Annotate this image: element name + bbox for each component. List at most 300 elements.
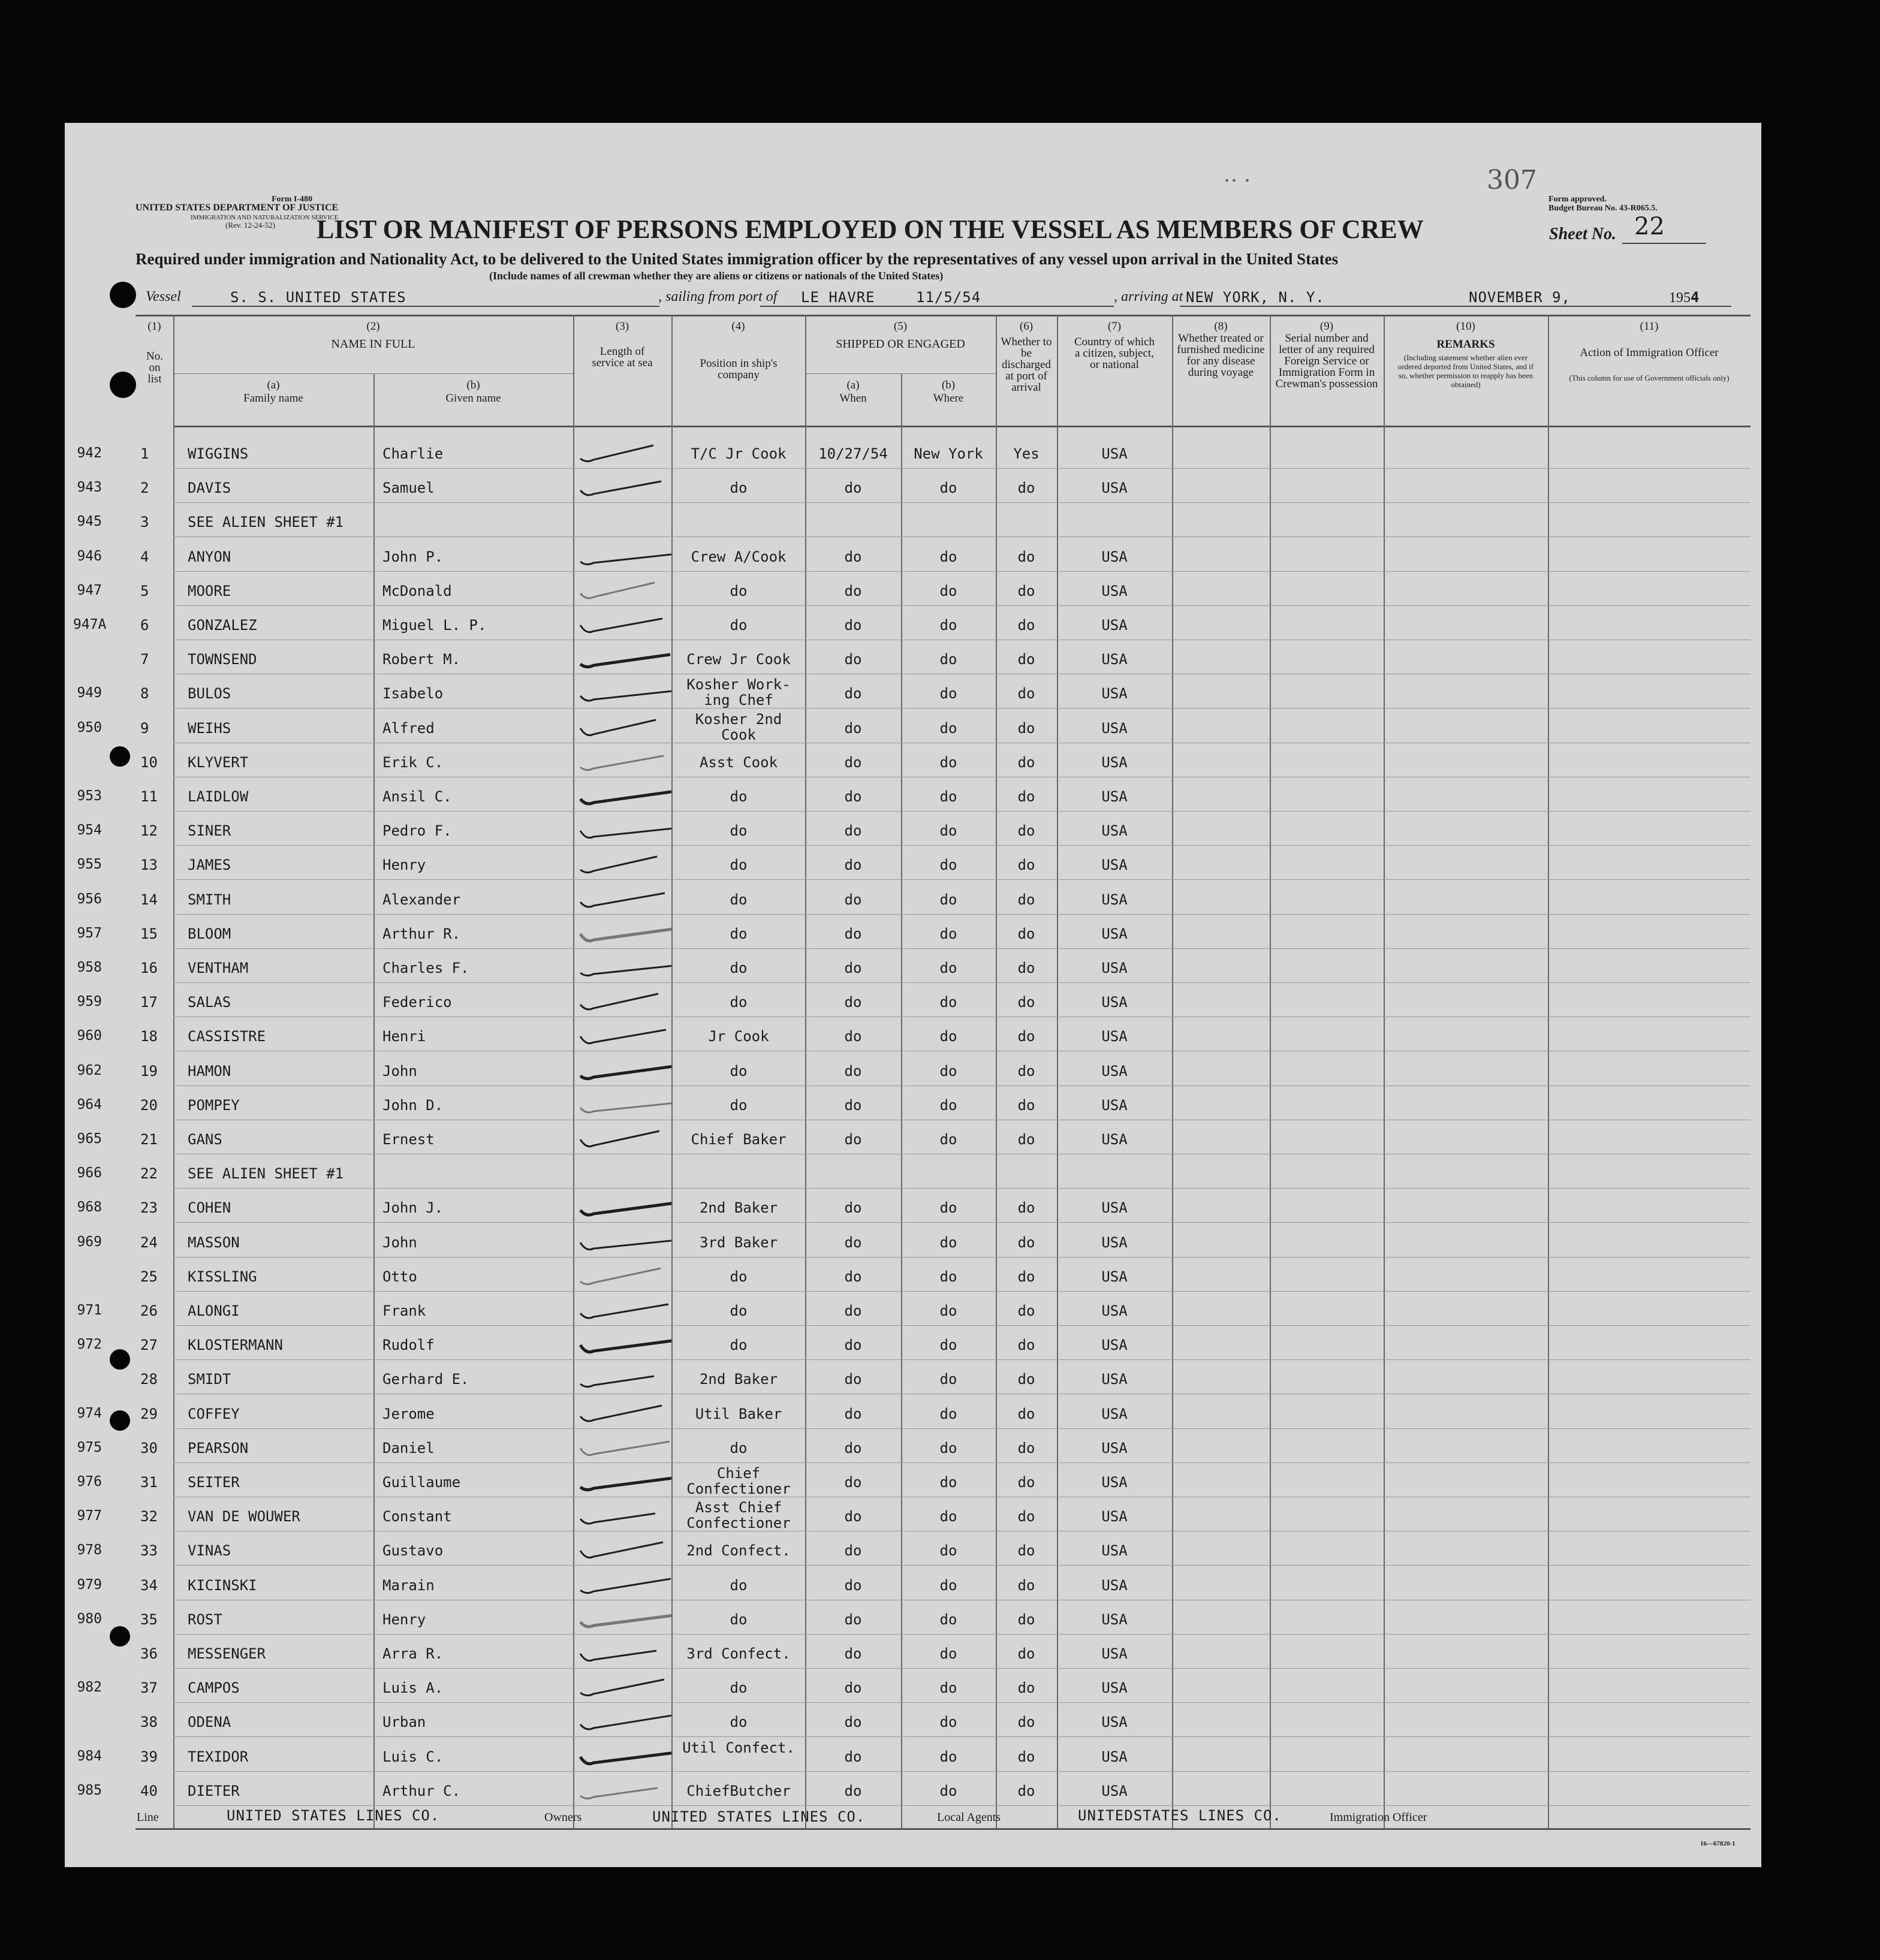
col5-number: (5) (893, 320, 908, 333)
punch-hole (110, 746, 130, 767)
table-row (65, 1223, 1761, 1258)
checkmark-icon (576, 1396, 671, 1426)
to-be-discharged: do (1017, 1405, 1035, 1422)
citizenship: USA (1101, 651, 1128, 668)
checkmark-icon (576, 1636, 671, 1666)
table-row (65, 469, 1761, 503)
citizenship: USA (1101, 1508, 1128, 1525)
row-number: 40 (140, 1782, 158, 1799)
col5b-letter: (b) (941, 379, 956, 391)
checkmark-icon (576, 1704, 671, 1734)
citizenship: USA (1101, 857, 1128, 874)
service: IMMIGRATION AND NATURALIZATION SERVICE (191, 214, 339, 221)
table-row (65, 1154, 1761, 1189)
row-number: 12 (140, 822, 158, 840)
citizenship: USA (1101, 1234, 1128, 1251)
row-number: 13 (140, 857, 158, 874)
checkmark-icon (576, 1739, 671, 1769)
position: Kosher Work-ing Chef (686, 676, 791, 709)
position: T/C Jr Cook (691, 445, 787, 462)
col7-header: Country of which a citizen, subject, or national (1074, 336, 1155, 371)
given-name: Luis C. (382, 1748, 444, 1765)
citizenship: USA (1101, 1337, 1128, 1354)
family-name: SALAS (188, 994, 231, 1011)
family-name: MASSON (188, 1234, 240, 1251)
col1-number: (1) (147, 320, 161, 333)
col2a-letter: (a) (267, 379, 280, 391)
position: do (730, 617, 748, 634)
family-name: CAMPOS (188, 1679, 240, 1697)
row-number: 17 (140, 994, 158, 1011)
position: do (730, 960, 748, 976)
table-row (65, 1669, 1761, 1703)
row-number: 7 (140, 651, 149, 668)
shipped-where: do (939, 1062, 957, 1079)
position: do (730, 994, 748, 1011)
shipped-where: do (939, 1302, 957, 1319)
given-name: McDonald (382, 582, 452, 599)
vessel-label: Vessel (146, 289, 181, 304)
checkmark-icon (576, 1327, 671, 1357)
given-name: Robert M. (382, 651, 461, 668)
row-number: 28 (140, 1371, 158, 1388)
row-number: 32 (140, 1508, 158, 1525)
ledger-number: 980 (77, 1611, 102, 1627)
family-name: KICINSKI (188, 1576, 257, 1594)
row-number: 14 (140, 891, 158, 908)
col2-number: (2) (366, 320, 380, 333)
shipped-when: do (844, 582, 862, 599)
family-name: VINAS (188, 1542, 231, 1560)
col2-header: NAME IN FULL (331, 337, 415, 351)
to-be-discharged: do (1017, 1542, 1035, 1560)
row-number: 29 (140, 1405, 158, 1422)
position: do (730, 788, 748, 805)
position: ChiefButcher (686, 1782, 791, 1799)
table-row (65, 743, 1761, 777)
checkmark-icon (576, 1464, 671, 1494)
shipped-when: do (844, 1337, 862, 1354)
to-be-discharged: do (1017, 1062, 1035, 1079)
position: do (730, 1611, 748, 1628)
table-row (65, 1189, 1761, 1223)
row-number: 39 (140, 1748, 158, 1765)
checkmark-icon (576, 1670, 671, 1700)
row-number: 1 (140, 445, 149, 462)
punch-hole (110, 1410, 130, 1431)
form-approved: Form approved. (1548, 195, 1607, 204)
citizenship: USA (1101, 1474, 1128, 1491)
to-be-discharged: do (1017, 1474, 1035, 1491)
checkmark-icon (576, 676, 671, 705)
table-row (65, 1086, 1761, 1120)
table-row (65, 983, 1761, 1017)
position: do (730, 1337, 748, 1354)
position: Chief Confectioner (686, 1465, 791, 1497)
given-name: Daniel (382, 1439, 435, 1457)
shipped-where: New York (914, 445, 983, 462)
given-name: Frank (382, 1302, 426, 1319)
position: do (730, 1679, 748, 1697)
shipped-when: do (844, 1611, 862, 1628)
given-name: Henri (382, 1028, 426, 1045)
col10-number: (10) (1456, 320, 1475, 333)
shipped-where: do (939, 582, 957, 599)
form-subtitle-note: (Include names of all crewman whether they are aliens or citizens or nationals of the United States) (489, 270, 944, 282)
citizenship: USA (1101, 1611, 1128, 1628)
family-name: VAN DE WOUWER (188, 1508, 300, 1525)
col10-note: (Including statement whether alien ever ordered deported from United States, and if so, whether permission to reapply has been obtained) (1397, 353, 1534, 389)
shipped-when: do (844, 685, 862, 702)
citizenship: USA (1101, 1028, 1128, 1045)
table-row (65, 1703, 1761, 1737)
citizenship: USA (1101, 891, 1128, 908)
col4-number: (4) (731, 320, 745, 333)
table-row (65, 1360, 1761, 1394)
citizenship: USA (1101, 1748, 1128, 1765)
family-name: BULOS (188, 685, 231, 702)
row-number: 27 (140, 1337, 158, 1354)
shipped-when: do (844, 960, 862, 976)
shipped-when: do (844, 1679, 862, 1697)
shipped-where: do (939, 1714, 957, 1731)
year-suffix: 4 (1691, 289, 1700, 306)
position: do (730, 1576, 748, 1594)
checkmark-icon (576, 539, 671, 569)
given-name: Marain (382, 1576, 435, 1594)
shipped-when: do (844, 1405, 862, 1422)
to-be-discharged: do (1017, 1337, 1035, 1354)
ledger-number: 966 (77, 1165, 102, 1181)
ledger-number: 965 (77, 1131, 102, 1147)
col2b-header: Given name (445, 392, 501, 405)
shipped-when: do (844, 1542, 862, 1560)
given-name: Miguel L. P. (382, 617, 487, 634)
given-name: Isabelo (382, 685, 444, 702)
row-number: 38 (140, 1714, 158, 1731)
ledger-number: 954 (77, 822, 102, 839)
shipped-where: do (939, 651, 957, 668)
shipped-where: do (939, 548, 957, 565)
given-name: John P. (382, 548, 444, 565)
shipped-when: do (844, 1371, 862, 1388)
citizenship: USA (1101, 994, 1128, 1011)
to-be-discharged: do (1017, 1748, 1035, 1765)
given-name: Constant (382, 1508, 452, 1525)
ledger-number: 945 (77, 514, 102, 530)
checkmark-icon (576, 1361, 671, 1391)
to-be-discharged: do (1017, 1131, 1035, 1148)
row-number: 26 (140, 1302, 158, 1319)
shipped-when: do (844, 1576, 862, 1594)
family-name: POMPEY (188, 1096, 240, 1114)
table-row (65, 435, 1761, 469)
checkmark-icon (576, 1190, 671, 1220)
arriving-label: , arriving at (1114, 289, 1183, 304)
family-name: TEXIDOR (188, 1748, 249, 1765)
family-name: GANS (188, 1131, 222, 1148)
family-name: PEARSON (188, 1439, 249, 1457)
table-row (65, 1566, 1761, 1600)
shipped-when: do (844, 1028, 862, 1045)
shipped-when: do (844, 1096, 862, 1114)
ledger-number: 968 (77, 1199, 102, 1216)
sailing-date: 11/5/54 (916, 289, 981, 306)
shipped-when: do (844, 1645, 862, 1662)
owners-label: Owners (544, 1811, 582, 1824)
col11-number: (11) (1640, 320, 1659, 333)
position: do (730, 857, 748, 874)
given-name: Alfred (382, 719, 435, 737)
ledger-number: 947 (77, 582, 102, 598)
checkmark-icon (576, 882, 671, 912)
citizenship: USA (1101, 1542, 1128, 1560)
row-number: 36 (140, 1645, 158, 1662)
ledger-number: 959 (77, 994, 102, 1010)
citizenship: USA (1101, 1302, 1128, 1319)
shipped-where: do (939, 1782, 957, 1799)
given-name: John J. (382, 1199, 444, 1217)
table-row (65, 846, 1761, 880)
shipped-when: do (844, 651, 862, 668)
table-row (65, 606, 1761, 640)
ledger-number: 957 (77, 925, 102, 941)
family-name: ROST (188, 1611, 222, 1628)
position: do (730, 1714, 748, 1731)
citizenship: USA (1101, 480, 1128, 497)
shipped-where: do (939, 994, 957, 1011)
checkmark-icon (576, 1259, 671, 1289)
citizenship: USA (1101, 788, 1128, 805)
col3-number: (3) (615, 320, 629, 333)
table-row (65, 1326, 1761, 1360)
row-number: 24 (140, 1234, 158, 1251)
shipped-where: do (939, 753, 957, 771)
shipped-when: do (844, 1302, 862, 1319)
table-row (65, 1258, 1761, 1292)
table-row (65, 915, 1761, 949)
position: Kosher 2nd Cook (695, 710, 782, 743)
given-name: John (382, 1062, 417, 1079)
table-row (65, 709, 1761, 743)
shipped-where: do (939, 1474, 957, 1491)
family-name: HAMON (188, 1062, 231, 1079)
checkmark-icon (576, 470, 671, 500)
to-be-discharged: do (1017, 788, 1035, 805)
checkmark-icon (576, 1293, 671, 1323)
form-subtitle: Required under immigration and Nationality Act, to be delivered to the United States immigration officer by the representatives of any vessel upon arrival in the United States (135, 250, 1339, 268)
shipped-where: do (939, 1439, 957, 1457)
to-be-discharged: do (1017, 822, 1035, 840)
family-name: JAMES (188, 857, 231, 874)
arrival-date: NOVEMBER 9, (1469, 289, 1571, 306)
citizenship: USA (1101, 1096, 1128, 1114)
family-name: SEE ALIEN SHEET #1 (188, 514, 344, 531)
line-company: UNITED STATES LINES CO. (227, 1807, 440, 1824)
to-be-discharged: do (1017, 857, 1035, 874)
family-name: ODENA (188, 1714, 231, 1731)
table-row (65, 640, 1761, 674)
given-name: Henry (382, 857, 426, 874)
shipped-when: do (844, 822, 862, 840)
family-name: KLOSTERMANN (188, 1337, 283, 1354)
shipped-where: do (939, 1405, 957, 1422)
ledger-number: 950 (77, 719, 102, 735)
shipped-where: do (939, 617, 957, 634)
form-title: LIST OR MANIFEST OF PERSONS EMPLOYED ON THE VESSEL AS MEMBERS OF CREW (317, 215, 1424, 244)
ledger-number: 946 (77, 548, 102, 564)
col5b-header: Where (933, 392, 964, 405)
checkmark-icon (576, 984, 671, 1014)
to-be-discharged: Yes (1013, 445, 1040, 462)
shipped-when: do (844, 617, 862, 634)
table-row (65, 812, 1761, 846)
position: Crew Jr Cook (686, 651, 791, 668)
shipped-when: do (844, 480, 862, 497)
checkmark-icon (576, 573, 671, 603)
given-name: Ernest (382, 1131, 435, 1148)
shipped-when: do (844, 1268, 862, 1285)
table-row (65, 1052, 1761, 1086)
shipped-when: do (844, 1474, 862, 1491)
ledger-number: 962 (77, 1062, 102, 1078)
agents-company: UNITEDSTATES LINES CO. (1078, 1807, 1282, 1824)
given-name: Charlie (382, 445, 444, 462)
row-number: 21 (140, 1131, 158, 1148)
punch-hole (110, 1349, 130, 1370)
shipped-when: do (844, 1782, 862, 1799)
checkmark-icon (576, 1053, 671, 1083)
vessel-name: S. S. UNITED STATES (230, 289, 406, 306)
checkmark-icon (576, 1773, 671, 1803)
shipped-where: do (939, 1131, 957, 1148)
revision: (Rev. 12-24-52) (225, 221, 275, 230)
ledger-number: 976 (77, 1474, 102, 1489)
shipped-where: do (939, 925, 957, 942)
position: Asst Cook (699, 753, 778, 771)
position: 2nd Baker (699, 1371, 778, 1388)
to-be-discharged: do (1017, 1028, 1035, 1045)
ledger-number: 956 (77, 891, 102, 907)
family-name: SEITER (188, 1474, 240, 1491)
col9-header: Serial number and letter of any required Foreign Service or Immigration Form in Crewman's possession (1275, 332, 1378, 390)
table-row (65, 1429, 1761, 1463)
position: Chief Baker (691, 1131, 787, 1148)
to-be-discharged: do (1017, 994, 1035, 1011)
citizenship: USA (1101, 617, 1128, 634)
shipped-where: do (939, 1096, 957, 1114)
ledger-number: 974 (77, 1405, 102, 1421)
row-number: 23 (140, 1199, 158, 1217)
row-number: 33 (140, 1542, 158, 1560)
ledger-number: 977 (77, 1508, 102, 1524)
row-number: 8 (140, 685, 149, 702)
citizenship: USA (1101, 685, 1128, 702)
row-number: 4 (140, 548, 149, 565)
shipped-where: do (939, 891, 957, 908)
to-be-discharged: do (1017, 1782, 1035, 1799)
shipped-when: do (844, 1062, 862, 1079)
table-row (65, 1772, 1761, 1806)
shipped-where: do (939, 1199, 957, 1217)
col9-number: (9) (1319, 320, 1334, 333)
family-name: GONZALEZ (188, 617, 257, 634)
given-name: Gustavo (382, 1542, 444, 1560)
shipped-where: do (939, 1679, 957, 1697)
family-name: SEE ALIEN SHEET #1 (188, 1165, 344, 1183)
to-be-discharged: do (1017, 960, 1035, 976)
ledger-number: 979 (77, 1576, 102, 1593)
row-number: 6 (140, 617, 149, 634)
given-name: Federico (382, 994, 452, 1011)
to-be-discharged: do (1017, 1439, 1035, 1457)
ledger-number: 953 (77, 788, 102, 804)
row-number: 11 (140, 788, 158, 805)
ledger-number: 971 (77, 1302, 102, 1318)
shipped-when: do (844, 1508, 862, 1525)
citizenship: USA (1101, 1782, 1128, 1799)
row-number: 18 (140, 1028, 158, 1045)
family-name: TOWNSEND (188, 651, 257, 668)
citizenship: USA (1101, 1268, 1128, 1285)
given-name: Arra R. (382, 1645, 444, 1662)
shipped-when: do (844, 1748, 862, 1765)
shipped-when: do (844, 1439, 862, 1457)
family-name: KISSLING (188, 1268, 257, 1285)
col11-header: Action of Immigration Officer (1580, 346, 1719, 359)
family-name: ANYON (188, 548, 231, 565)
row-number: 35 (140, 1611, 158, 1628)
ledger-number: 985 (77, 1782, 102, 1798)
row-number: 10 (140, 753, 158, 771)
col6-number: (6) (1019, 320, 1034, 333)
position: 3rd Confect. (686, 1645, 791, 1662)
family-name: CASSISTRE (188, 1028, 266, 1045)
given-name: Urban (382, 1714, 426, 1731)
col2a-header: Family name (243, 392, 303, 405)
given-name: John (382, 1234, 417, 1251)
ledger-number: 947A (73, 617, 107, 632)
shipped-where: do (939, 685, 957, 702)
col5-header: SHIPPED OR ENGAGED (836, 337, 965, 351)
family-name: LAIDLOW (188, 788, 249, 805)
sailing-label: , sailing from port of (658, 289, 778, 304)
checkmark-icon (576, 436, 671, 466)
shipped-when: do (844, 1131, 862, 1148)
position: do (730, 822, 748, 840)
checkmark-icon (576, 1567, 671, 1597)
citizenship: USA (1101, 1405, 1128, 1422)
agents-label: Local Agents (937, 1811, 1001, 1824)
position: 2nd Baker (699, 1199, 778, 1217)
table-row (65, 1600, 1761, 1635)
col7-number: (7) (1107, 320, 1122, 333)
family-name: MOORE (188, 582, 231, 599)
col6-header: Whether to be discharged at port of arrival (1001, 336, 1052, 394)
to-be-discharged: do (1017, 719, 1035, 737)
arrival-port: NEW YORK, N. Y. (1186, 289, 1325, 306)
given-name: Arthur R. (382, 925, 461, 942)
owners-company: UNITED STATES LINES CO. (652, 1808, 866, 1825)
checkmark-icon (576, 1602, 671, 1632)
form-number: Form I-480 (272, 195, 313, 204)
checkmark-icon (576, 1430, 671, 1460)
shipped-where: do (939, 960, 957, 976)
shipped-where: do (939, 857, 957, 874)
to-be-discharged: do (1017, 1645, 1035, 1662)
checkmark-icon (576, 1498, 671, 1528)
given-name: Rudolf (382, 1337, 435, 1354)
